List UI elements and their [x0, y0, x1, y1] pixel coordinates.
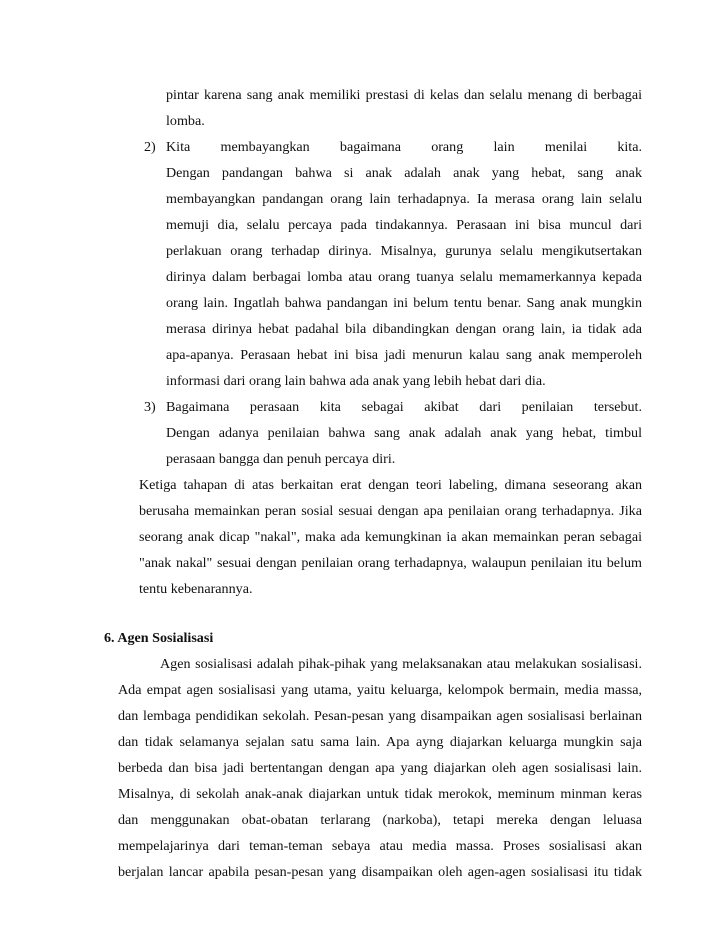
- paragraph-line: dan tidak selamanya sejalan satu sama lain. Apa ayng diajarkan keluarga mungkin saja: [118, 734, 642, 750]
- paragraph-line: Ketiga tahapan di atas berkaitan erat dengan teori labeling, dimana seseorang akan: [139, 477, 642, 493]
- list-item-2-line: memuji dia, selalu percaya pada tindakannya. Perasaan ini bisa muncul dari: [166, 217, 642, 233]
- list-item-2-line: informasi dari orang lain bahwa ada anak yang lebih hebat dari dia.: [166, 373, 546, 389]
- list-item-2-line: orang lain. Ingatlah bahwa pandangan ini belum tentu benar. Sang anak mungkin: [166, 295, 642, 311]
- paragraph-line: dan lembaga pendidikan sekolah. Pesan-pesan yang disampaikan agen sosialisasi berlainan: [118, 708, 642, 724]
- paragraph-line: tentu kebenarannya.: [139, 581, 253, 597]
- list-item-3-line: Dengan adanya penilaian bahwa sang anak adalah anak yang hebat, timbul: [166, 425, 642, 441]
- list-item-2-line: membayangkan pandangan orang lain terhadapnya. Ia merasa orang lain selalu: [166, 191, 642, 207]
- list-item-2-line: merasa dirinya hebat padahal bila dibandingkan dengan orang lain, ia tidak ada: [166, 321, 642, 337]
- paragraph-line: Ada empat agen sosialisasi yang utama, yaitu keluarga, kelompok bermain, media massa,: [118, 682, 642, 698]
- paragraph-line: berusaha memainkan peran sosial sesuai dengan apa penilaian orang terhadapnya. Jika: [139, 503, 642, 519]
- list-item-3-line: perasaan bangga dan penuh percaya diri.: [166, 451, 396, 467]
- list-item-2-line: Dengan pandangan bahwa si anak adalah anak yang hebat, sang anak: [166, 165, 642, 181]
- paragraph-line: mempelajarinya dari teman-teman sebaya atau media massa. Proses sosialisasi akan: [118, 838, 642, 854]
- list-item-3-line: Bagaimana perasaan kita sebagai akibat dari penilaian tersebut.: [166, 399, 642, 415]
- paragraph-line: Misalnya, di sekolah anak-anak diajarkan untuk tidak merokok, meminum minman keras: [118, 786, 642, 802]
- paragraph-line: Agen sosialisasi adalah pihak-pihak yang melaksanakan atau melakukan sosialisasi.: [160, 656, 642, 672]
- list-number: 2): [144, 139, 156, 155]
- paragraph-line: berbeda dan bisa jadi bertentangan dengan apa yang diajarkan oleh agen sosialisasi lain.: [118, 760, 642, 776]
- paragraph-line: berjalan lancar apabila pesan-pesan yang disampaikan oleh agen-agen sosialisasi itu tidak: [118, 864, 642, 880]
- paragraph-line: seorang anak dicap "nakal", maka ada kemungkinan ia akan memainkan peran sebagai: [139, 529, 642, 545]
- list-item-1-line: lomba.: [166, 113, 205, 129]
- list-item-1-line: pintar karena sang anak memiliki prestasi di kelas dan selalu menang di berbagai: [166, 87, 642, 103]
- paragraph-line: "anak nakal" sesuai dengan penilaian orang terhadapnya, walaupun penilaian itu belum: [139, 555, 642, 571]
- list-item-2-line: apa-apanya. Perasaan hebat ini bisa jadi menurun kalau sang anak memperoleh: [166, 347, 642, 363]
- list-item-2-line: dirinya dalam berbagai lomba atau orang tuanya selalu memamerkannya kepada: [166, 269, 642, 285]
- list-item-2-line: Kita membayangkan bagaimana orang lain menilai kita.: [166, 139, 642, 155]
- list-item-2-line: perlakuan orang terhadap dirinya. Misalnya, gurunya selalu mengikutsertakan: [166, 243, 642, 259]
- list-number: 3): [144, 399, 156, 415]
- section-heading: 6. Agen Sosialisasi: [104, 630, 214, 646]
- paragraph-line: dan menggunakan obat-obatan terlarang (narkoba), tetapi mereka dengan leluasa: [118, 812, 642, 828]
